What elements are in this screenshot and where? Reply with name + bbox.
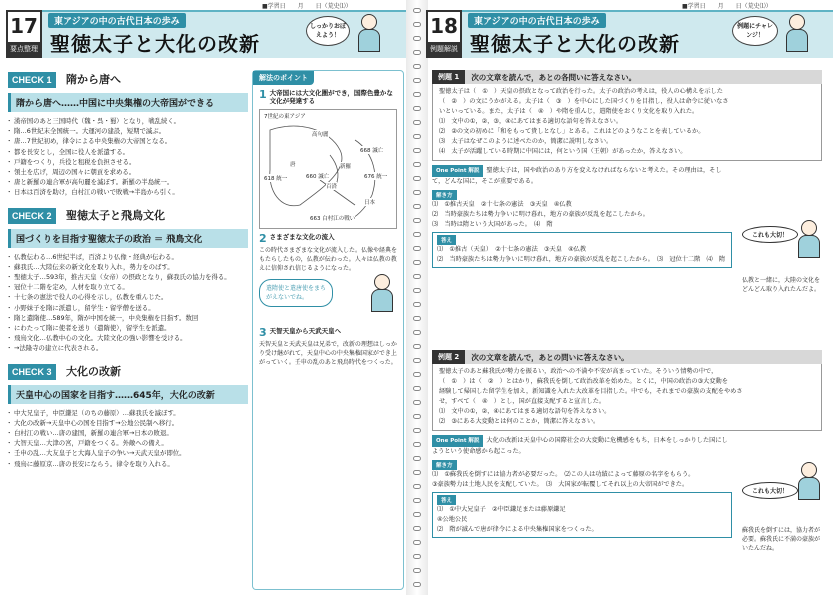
lesson-tag: 要点整理 <box>8 42 40 56</box>
pointing-teacher-illustration <box>369 274 395 312</box>
check-point: ・ 十七条の憲法で役人の心得を示し，仏教を重んじた。 <box>8 292 248 302</box>
method-label: 解き方 <box>432 190 457 200</box>
explanation <box>432 435 732 538</box>
note-number: 2 <box>259 232 267 245</box>
check-point: ・ 飛鳥に藤原京…唐の長安にならう。律令を取り入れる。 <box>8 459 248 469</box>
sidebar-note-2 <box>259 233 397 244</box>
method-line: ⑴ ①蘇我氏を倒すには協力者が必要だった。 ⑵この人は功績によって藤原の名字をもらう。 <box>432 471 695 478</box>
check-tag: CHECK 2 <box>8 208 56 224</box>
question-line: （ ② ）の文にうかがえる。太子は（ ③ ）を中心にした国づくりを目指し，役人は命令に従いなさ <box>439 98 729 105</box>
lesson-number-value: 18 <box>430 14 458 38</box>
question-line: 聖徳太子は（ ① ）天皇の摂政となって政治を行った。太子の政治の考えは，役人の心構えを示した <box>439 88 723 95</box>
map-label: 663 白村江の戦い <box>310 216 356 222</box>
right-page <box>420 0 833 595</box>
lesson-number <box>6 10 42 58</box>
example-body <box>432 364 822 431</box>
question-line: せ，すべて（ ④ ）とし，国が直接支配すると宣言した。 <box>439 398 606 405</box>
explanation <box>432 165 732 268</box>
study-date: ■学習日 月 日（荒史⑴） <box>262 3 352 10</box>
left-page <box>0 0 413 595</box>
check-summary: 天皇中心の国家を目指す……645年，大化の改新 <box>8 385 248 404</box>
map-label: 668 滅亡 <box>360 148 384 154</box>
check-tag: CHECK 1 <box>8 72 56 88</box>
method-line: ⑴ ①推古天皇 ②十七条の憲法 ③天皇 ④仏教 <box>432 201 572 208</box>
onepoint-label: One Point 解説 <box>432 435 483 447</box>
sidebar-header: 解法のポイント <box>253 71 314 85</box>
check-point: ・ 隋…6世紀末全国統一。大運河の建設，短期で滅ぶ。 <box>8 126 248 136</box>
important-cloud: これも大切！ <box>742 482 798 499</box>
side-note: 仏教と一緒に，大陸の文化をどんどん取り入れたんだよ。 <box>742 277 821 293</box>
check-name: 聖徳太子と飛鳥文化 <box>66 208 165 222</box>
check-1 <box>8 72 248 198</box>
question-line: （ ① ）は（ ② ）とはかり，蘇我氏を倒して政治改革を始めた。とくに，中国の政治の③大変動を <box>439 378 728 385</box>
onepoint-text: 大化の改新は天皇中心の国際社会の大変動に危機感をもち，日本をしっかりした国にしようという使命感から起こった。 <box>432 437 728 455</box>
question-line: ⑵ ③にある大変動とは何のことか，簡潔に答えなさい。 <box>439 418 600 425</box>
method-line: ③豪族勢力は土地人民を支配していた。 ⑶ 大国家が転覆してそれ以上の大帝国ができた。 <box>432 481 689 488</box>
answer-line: ④公地公民 <box>437 516 468 523</box>
left-header <box>0 0 413 62</box>
important-cloud: これも大切！ <box>742 226 798 243</box>
check-point: ・ 大智天皇…大津の宮，戸籍をつくる。外敵への備え。 <box>8 438 248 448</box>
check-name: 大化の改新 <box>66 364 121 378</box>
example-body <box>432 84 822 161</box>
check-point: ・ 小野妹子を隋に派遣し，留学生・留学僧を送る。 <box>8 303 248 313</box>
note-text: この時代さまざまな文化が流入した。仏像や経典をもたらしたもの，仏教が伝わった。人々は仏教の教えに信仰され信じるようになった。 <box>259 247 398 272</box>
side-note: 蘇我氏を倒すには，協力者が必要。蘇我氏に不満の豪族がいたんだね。 <box>742 527 821 552</box>
note-heading: さまざまな文化の流入 <box>269 233 335 241</box>
question-line: ⑴ 文中の①，②，④にあてはまる適切な語句を答えなさい。 <box>439 408 611 415</box>
question-line: ⑶ 太子はなぜこのように述べたのか，簡潔に説明しなさい。 <box>439 138 613 145</box>
check-point: ・ 戸籍をつくり，兵役と租税を負担させる。 <box>8 157 248 167</box>
question-line: ⑷ 太子が活躍している時期に中国には，何という国（王朝）があったか，答えなさい。 <box>439 148 687 155</box>
study-date: ■学習日 月 日（荒史⑴） <box>682 3 772 10</box>
map-label: 新羅 <box>340 164 352 170</box>
example-tag: 例題 1 <box>432 70 465 84</box>
note-number: 1 <box>259 88 267 101</box>
page-title: 聖徳太子と大化の改新 <box>50 32 260 56</box>
method-lines <box>432 200 732 230</box>
lesson-number-value: 17 <box>10 14 38 38</box>
thinking-teacher-illustration <box>796 462 822 500</box>
check-column <box>8 72 248 469</box>
check-point: ・ 飛鳥文化…仏教中心の文化。大陸文化の強い影響を受ける。 <box>8 333 248 343</box>
check-summary: 隋から唐へ……中国に中央集権の大帝国ができる <box>8 93 248 112</box>
example-prompt: 次の文章を読んで，あとの各問いに答えなさい。 <box>471 72 637 82</box>
answer-line: ⑴ ①推古（天皇） ②十七条の憲法 ③天皇 ④仏教 <box>437 246 587 253</box>
teacher-illustration <box>356 14 382 52</box>
check-summary: 国づくりを目指す聖徳太子の政治 ＝ 飛鳥文化 <box>8 229 248 248</box>
teacher-illustration <box>784 14 810 52</box>
question-line: いといっている。また，太子は（ ④ ）や隋を重んじ，遣隋使をおくり文化を取り入れた。 <box>439 108 699 115</box>
check-name: 隋から唐へ <box>66 73 121 86</box>
map-label: 618 統一 <box>264 176 288 182</box>
check-point: ・ 領土を広げ，周辺の国々に朝貢を求める。 <box>8 167 248 177</box>
note-number: 3 <box>259 326 267 339</box>
check-point: ・ 中大兄皇子，中臣鎌足（のちの藤原）…蘇我氏を滅ぼす。 <box>8 408 248 418</box>
check-point: ・ 唐…7世紀初め，律令による中央集権の大帝国となる。 <box>8 136 248 146</box>
check-point: ・ 冠位十二階を定め，人材を取り立てる。 <box>8 282 248 292</box>
check-3 <box>8 364 248 469</box>
section-subtitle: 東アジアの中の古代日本の歩み <box>468 13 606 28</box>
tip-bubble: 遣隋使と遣唐使をまちがえないでね。 <box>259 279 333 307</box>
map-outline <box>260 110 398 228</box>
check-point: ・ 聖徳太子…593年，推古天皇（女帝）の摂政となり，蘇我氏の協力を得る。 <box>8 272 248 282</box>
question-line: 聖徳太子のあと蘇我氏が勢力を振るい，政治への不満や不安が高まっていた。そういう情勢の中で， <box>439 368 718 375</box>
question-line: ⑴ 文中の①，②，③，④にあてはまる適切な語句を答えなさい。 <box>439 118 623 125</box>
check-point: ・ 仏教伝わる…6世紀半ば，百済より仏像・経典が伝わる。 <box>8 252 248 262</box>
check-point: ・ 都を長安とし，全国に役人を派遣する。 <box>8 147 248 157</box>
map-label: 高句麗 <box>312 132 329 138</box>
lesson-tag: 例題解説 <box>428 42 460 56</box>
check-point: ・ 蘇我氏…大陸伝来の新文化を取り入れ，勢力をのばす。 <box>8 262 248 272</box>
example-prompt: 次の文章を読んで，あとの問いに答えなさい。 <box>471 352 629 362</box>
note-heading: 大帝国には大文化圏ができ，国際色豊かな文化が発達する <box>269 89 393 105</box>
method-lines <box>432 470 732 490</box>
check-point: ・ にわたって隋に使者を送り（遣隋使），留学生を派遣。 <box>8 323 248 333</box>
right-header <box>420 0 833 62</box>
check-point: ・ 漢帝国のあと三国時代（魏・呉・蜀）となり，戦乱続く。 <box>8 116 248 126</box>
example-1 <box>432 70 822 293</box>
map-label: 唐 <box>290 162 296 168</box>
method-line: ⑶ 当時は隋という大国があった。 ⑷ 隋 <box>432 221 553 228</box>
lesson-number <box>426 10 462 58</box>
solution-points-sidebar <box>252 70 404 590</box>
section-subtitle: 東アジアの中の古代日本の歩み <box>48 13 186 28</box>
method-line: ⑵ 当時豪族たちは勢力争いに明け暮れ，地方の豪族が反乱を起こしたから。 <box>432 211 649 218</box>
note-heading: 天智天皇から天武天皇へ <box>269 327 342 335</box>
onepoint-text: 聖徳太子は，国や政治のあり方を変えなければならないと考えた。その理由は，そして，どんな国に，そこが重要である。 <box>432 167 722 185</box>
check-point: ・ 壬申の乱…大友皇子と大海人皇子の争い→天武天皇が即位。 <box>8 448 248 458</box>
speech-bubble: しっかりおぼえよう！ <box>306 16 350 46</box>
example-tag: 例題 2 <box>432 350 465 364</box>
note-text: 天智天皇と天武天皇は兄弟で，改新の理想はしっかり受け継がれて，天皇中心の中央集権国家ができ上がっていく。壬申の乱のあと飛鳥時代をつくった。 <box>259 341 397 366</box>
map-label: 百済 <box>326 184 338 190</box>
check-point: ・ 唐と新羅の連合軍が高句麗を滅ぼす。新羅の半島統一。 <box>8 177 248 187</box>
answer-line: ⑴ ①中大兄皇子 ②中臣鎌足または藤原鎌足 <box>437 506 566 513</box>
check-point: ・ →法隆寺の建立に代表される。 <box>8 343 248 353</box>
map-label: 660 滅亡 <box>306 174 330 180</box>
map-label: 日本 <box>364 200 376 206</box>
onepoint-label: One Point 解説 <box>432 165 483 177</box>
check-point: ・ 大化の改新→天皇中心の国を目指す→公地公民制へ移行。 <box>8 418 248 428</box>
map-label: 7世紀の東アジア <box>264 114 306 120</box>
east-asia-map <box>259 109 397 229</box>
answer-line: ⑵ 隋が滅んで唐が律令による中央集権国家をつくった。 <box>437 526 598 533</box>
speech-bubble: 例題にチャレンジ！ <box>732 16 778 46</box>
check-point: ・ 日本は百済を助け，白村江の戦いで敗戦→半島から引く。 <box>8 187 248 197</box>
question-line: 経験して帰国した留学生を加え，新知識を入れた大改革を目指した。中でも，それまでの豪族の支配をやめさ <box>439 388 743 395</box>
thinking-teacher-illustration <box>796 220 822 258</box>
answer-box <box>432 232 732 268</box>
sidebar-note-1 <box>259 89 397 105</box>
answer-box <box>432 492 732 538</box>
check-point: ・ 隋と遣隋使…589年，隋が中国を統一，中央集権を目指す。数回 <box>8 313 248 323</box>
map-label: 676 統一 <box>364 174 388 180</box>
question-line: ⑵ ②の文の初めに「和をもって貴しとなし」とある。これはどのようなことを表しているか。 <box>439 128 705 135</box>
check-tag: CHECK 3 <box>8 364 56 380</box>
answer-line: ⑵ 当時豪族たちは勢力争いに明け暮れ，地方の豪族が反乱を起こしたから。 ⑶ 冠位十二階 ⑷ 隋 <box>437 256 726 263</box>
sidebar-note-3 <box>259 327 397 338</box>
check-2 <box>8 208 248 354</box>
answer-label: 答え <box>437 495 456 505</box>
check-point: ・ 白村江の戦い…唐の建国，新羅の連合軍→日本の敗退。 <box>8 428 248 438</box>
answer-label: 答え <box>437 235 456 245</box>
method-label: 解き方 <box>432 460 457 470</box>
page-title: 聖徳太子と大化の改新 <box>470 32 680 56</box>
example-2 <box>432 350 822 552</box>
